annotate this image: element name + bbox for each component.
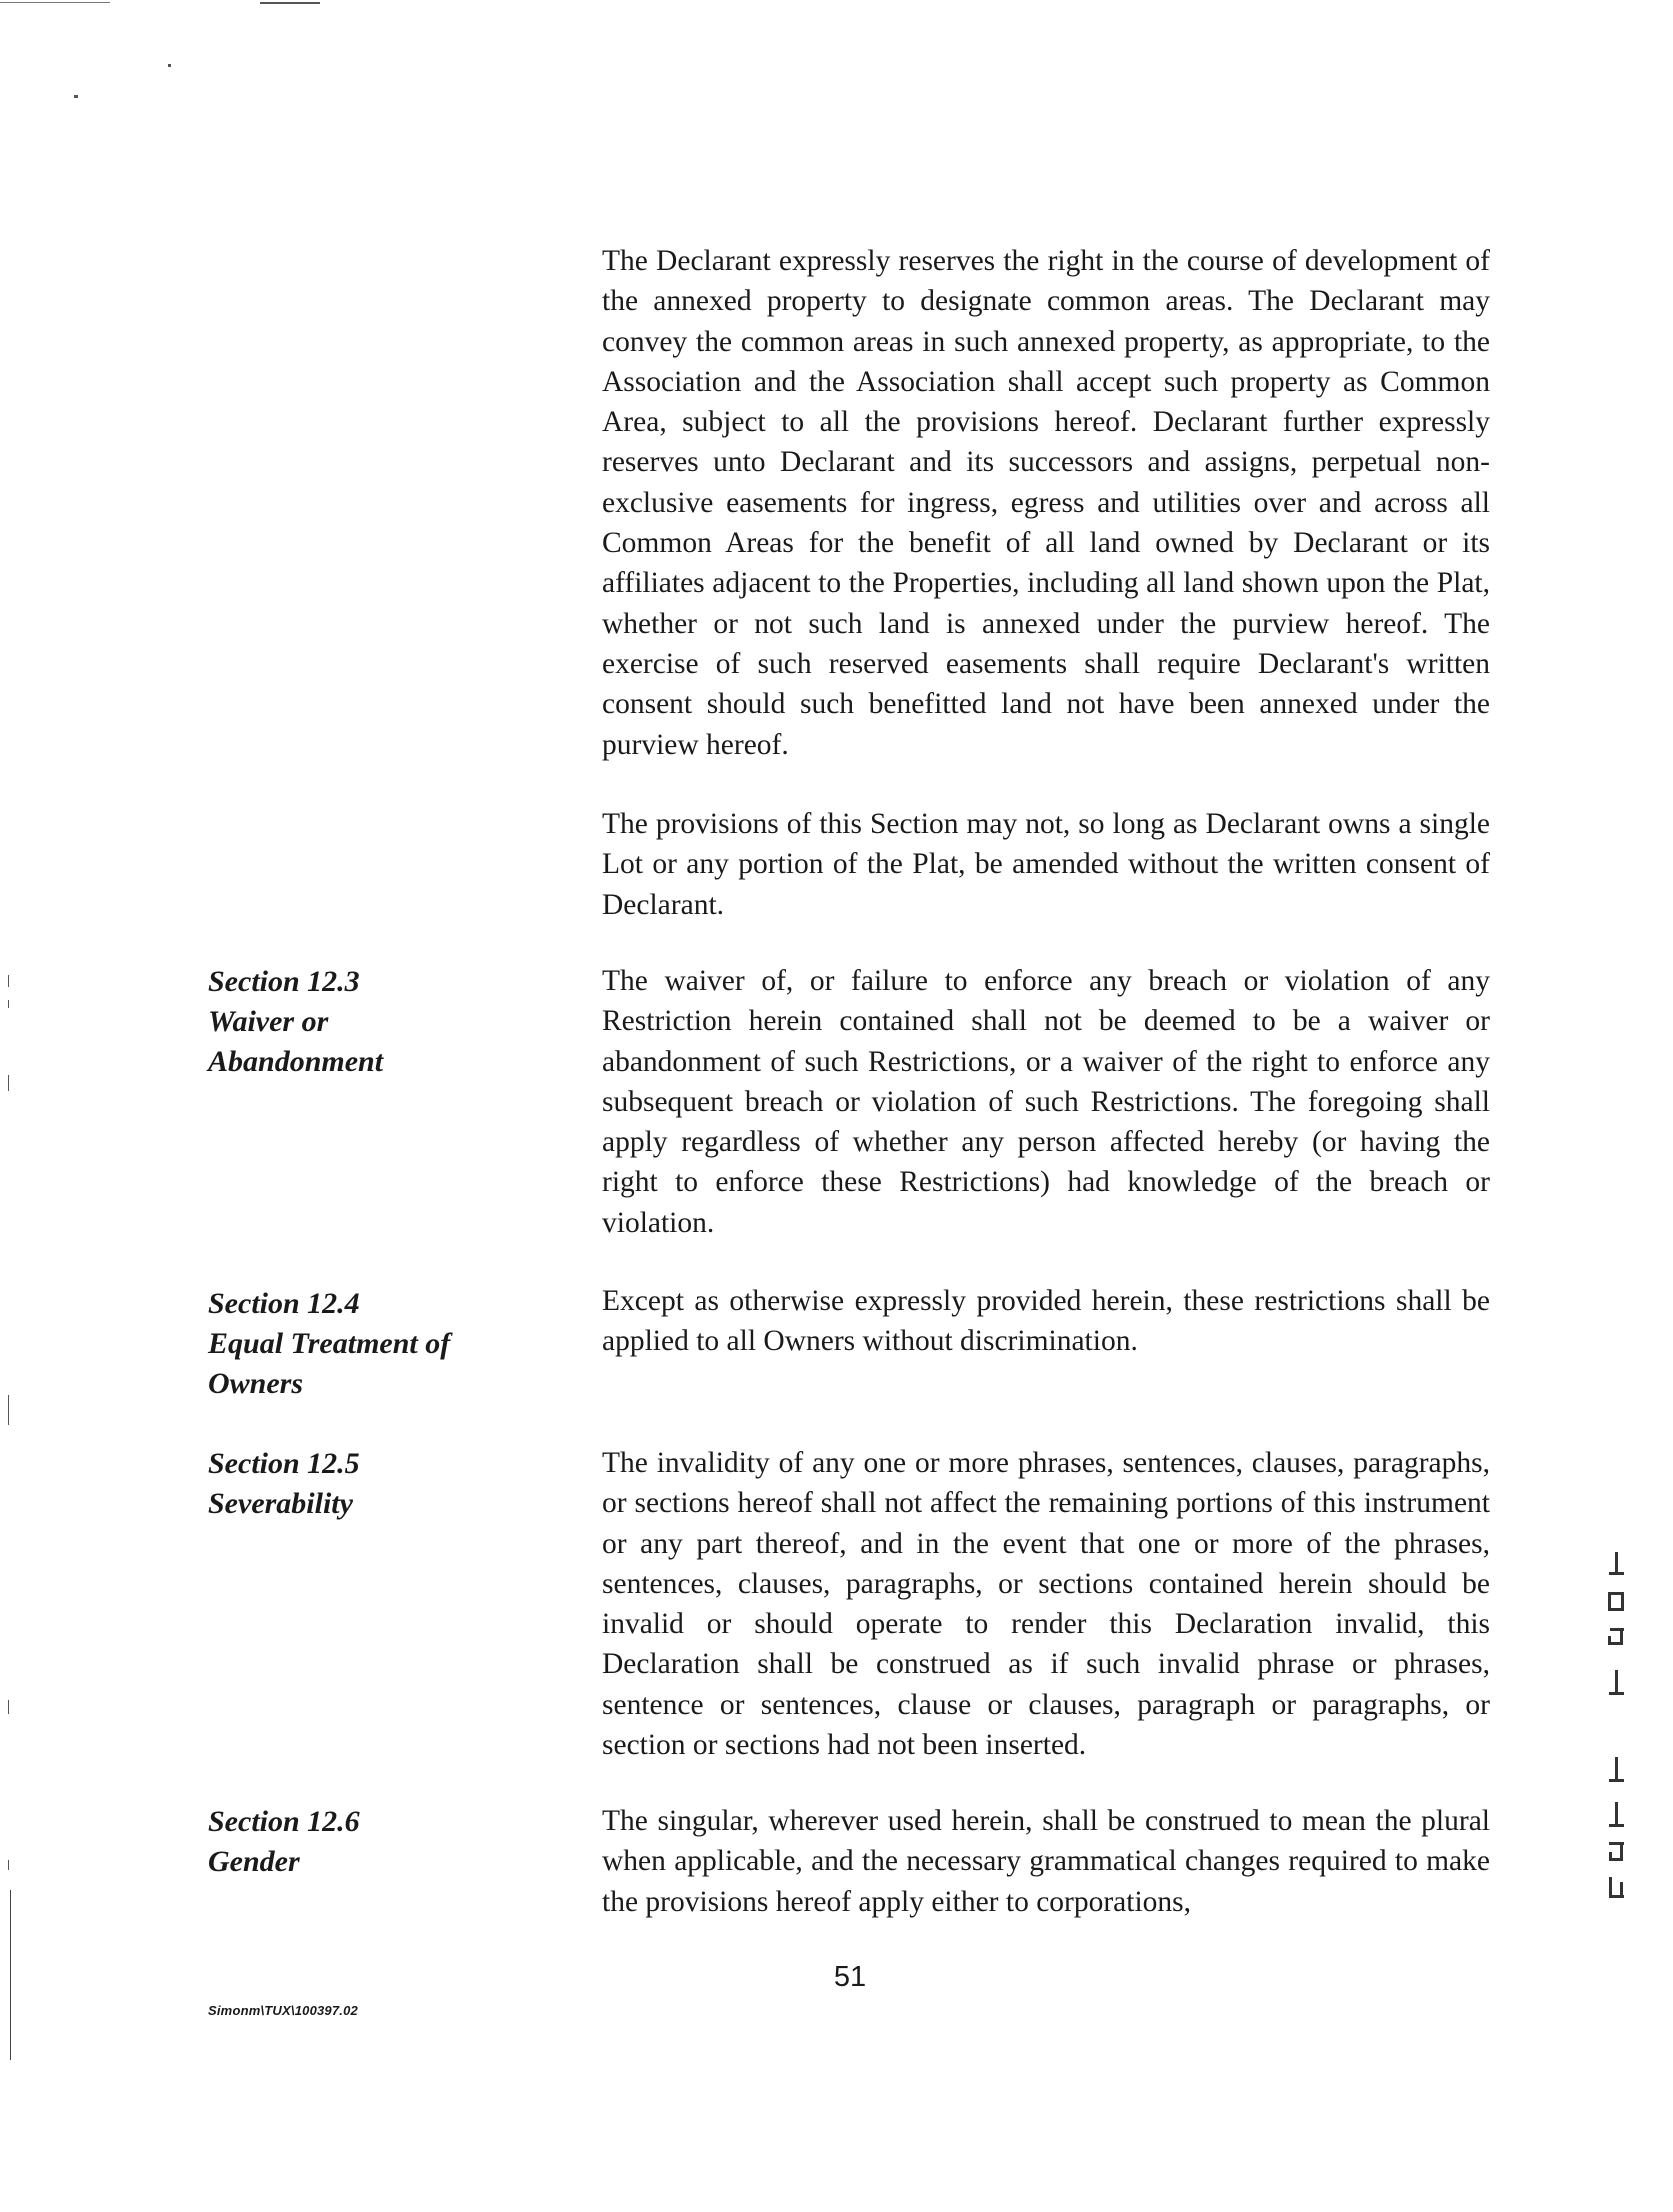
section-number: Section 12.6 [208,1805,360,1838]
section-title-line: Waiver or [208,1005,329,1038]
section-title-line: Equal Treatment of [208,1327,451,1360]
section-12-5-heading [208,1444,538,1524]
section-12-4-heading [208,1284,538,1404]
scan-artifact-margin-mark [8,975,9,987]
section-12-3-heading [208,962,538,1082]
scan-artifact-margin-mark-4 [8,1395,9,1425]
scan-artifact-top-line-2 [260,2,320,4]
section-number: Section 12.4 [208,1287,360,1320]
section-title-line: Owners [208,1367,304,1400]
scan-artifact-margin-mark-3 [8,1075,9,1091]
section-number: Section 12.3 [208,965,360,998]
scan-artifact-margin-mark-5 [8,1700,9,1714]
scan-artifact-margin-line [10,1890,11,2060]
paragraph-section-amendment: The provisions of this Section may not, so long as Declarant owns a single Lot or any portion of the Plat, be amended without the written consent of Declarant. [602,808,1490,921]
scan-artifact-margin-mark-6 [8,1860,9,1870]
section-12-6-text: The singular, wherever used herein, shall be construed to mean the plural when applicable, and the necessary grammatical changes required to make the provisions hereof apply either to corporations, [602,1805,1490,1918]
scan-artifact-margin-mark-2 [8,1000,9,1008]
section-title-line: Abandonment [208,1045,384,1078]
section-12-5-text: The invalidity of any one or more phrases, sentences, clauses, paragraphs, or sections hereof shall not affect the remaining portions of this instrument or any part thereof, and in the event that one or more of the phrases, sentences, clauses, paragraphs, or sections contained herein should be invalid or should operate to render this Declaration invalid, this Declaration shall be construed as if such invalid phrase or phrases, sentence or sentences, clause or clauses, paragraph or paragraphs, or section or sections had not been inserted. [602,1447,1490,1762]
section-title-line: Severability [208,1487,353,1520]
section-title-line: Gender [208,1845,300,1878]
scan-artifact-top-line [0,2,110,3]
section-number: Section 12.5 [208,1447,360,1480]
scan-artifact-speck-2 [74,95,78,98]
scan-artifact-speck [168,64,171,67]
section-12-4-text: Except as otherwise expressly provided herein, these restrictions shall be applied to all Owners without discrimination. [602,1285,1490,1358]
page-number: 51 [833,1961,867,1993]
section-12-6-heading [208,1802,538,1882]
document-reference: Simonm\TUX\100397.02 [208,2003,358,2018]
recording-barcode-icon [1602,1552,1632,2012]
section-12-3-text: The waiver of, or failure to enforce any breach or violation of any Restriction herein contained shall not be deemed to be a waiver or abandonment of such Restrictions, or a waiver of the right to enforce any subsequent breach or violation of such Restrictions. The foregoing shall apply regardless of whether any person affected hereby (or having the right to enforce these Restrictions) had knowledge of the breach or violation. [602,965,1490,1239]
paragraph-common-areas: The Declarant expressly reserves the right in the course of development of the annexed property to designate common areas. The Declarant may convey the common areas in such annexed property, as appropriate, to the Association and the Association shall accept such property as Common Area, subject to all the provisions hereof. Declarant further expressly reserves unto Declarant and its successors and assigns, perpetual non-exclusive easements for ingress, egress and utilities over and across all Common Areas for the benefit of all land owned by Declarant or its affiliates adjacent to the Properties, including all land shown upon the Plat, whether or not such land is annexed under the purview hereof. The exercise of such reserved easements shall require Declarant's written consent should such benefitted land not have been annexed under the purview hereof. [602,245,1490,761]
